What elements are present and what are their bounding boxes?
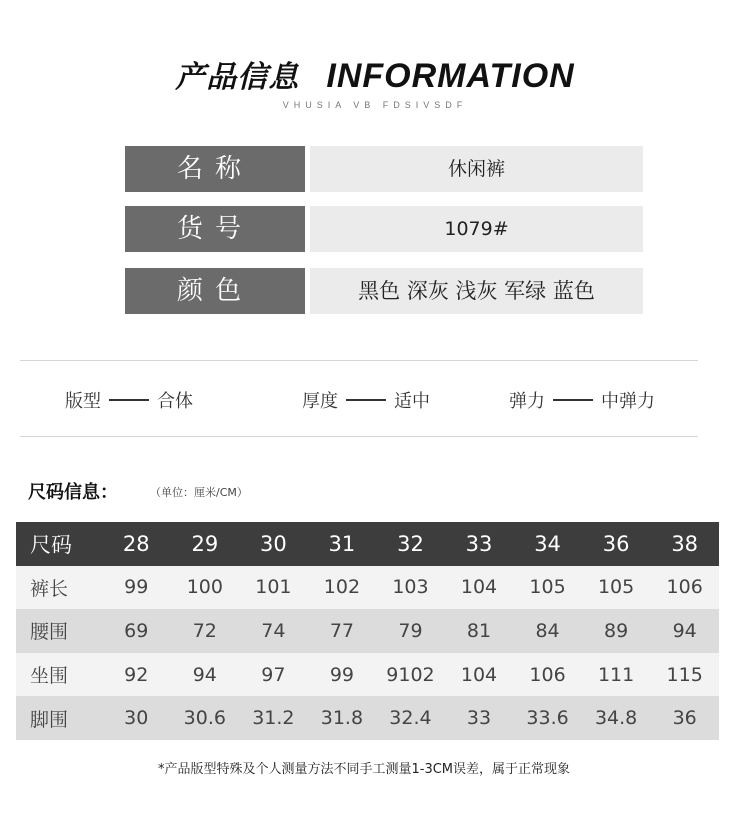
size-cell: 30	[239, 522, 308, 566]
size-cell: 89	[582, 609, 651, 653]
subtitle: VHUSIA VB FDSIVSDF	[282, 100, 468, 110]
size-cell: 105	[582, 566, 651, 610]
size-cell: 31	[308, 522, 377, 566]
attr-name: 版型	[65, 391, 101, 412]
size-cell: 74	[239, 609, 308, 653]
attr-fit	[65, 387, 193, 413]
measurement-note: *产品版型特殊及个人测量方法不同手工测量1-3CM误差，属于正常现象	[157, 762, 571, 777]
size-cell: 33	[445, 522, 514, 566]
size-cell: 69	[102, 609, 171, 653]
size-cell: 84	[513, 609, 582, 653]
size-cell: 94	[171, 653, 240, 697]
size-cell: 103	[376, 566, 445, 610]
attr-elasticity	[509, 387, 655, 413]
size-unit: （单位：厘米/CM）	[150, 486, 248, 499]
info-row-sku	[125, 206, 645, 252]
size-cell: 31.8	[308, 696, 377, 740]
info-label: 货号	[125, 206, 305, 252]
dash	[109, 399, 149, 401]
size-cell: 31.2	[239, 696, 308, 740]
size-cell: 36	[582, 522, 651, 566]
size-cell: 36	[650, 696, 719, 740]
size-section-title: 尺码信息：	[28, 482, 118, 503]
size-row-label: 尺码	[16, 522, 102, 566]
divider	[20, 436, 698, 437]
size-row	[16, 609, 719, 653]
size-cell: 92	[102, 653, 171, 697]
size-cell: 32	[376, 522, 445, 566]
attr-name: 弹力	[509, 391, 545, 412]
size-cell: 102	[308, 566, 377, 610]
header	[0, 52, 750, 110]
attr-thickness	[302, 387, 430, 413]
info-label: 颜色	[125, 268, 305, 314]
size-cell: 38	[650, 522, 719, 566]
attr-name: 厚度	[302, 391, 338, 412]
size-cell: 106	[650, 566, 719, 610]
size-cell: 81	[445, 609, 514, 653]
size-cell: 77	[308, 609, 377, 653]
size-cell: 32.4	[376, 696, 445, 740]
size-cell: 33	[445, 696, 514, 740]
size-cell: 105	[513, 566, 582, 610]
size-cell: 28	[102, 522, 171, 566]
attr-value: 中弹力	[601, 391, 655, 412]
size-cell: 100	[171, 566, 240, 610]
size-cell: 99	[308, 653, 377, 697]
divider	[20, 360, 698, 361]
dash	[553, 399, 593, 401]
size-row-label: 脚围	[16, 696, 102, 740]
attr-value: 合体	[157, 391, 193, 412]
size-cell: 79	[376, 609, 445, 653]
size-header-row	[16, 522, 719, 566]
size-row-label: 坐围	[16, 653, 102, 697]
size-cell: 30	[102, 696, 171, 740]
size-row	[16, 566, 719, 610]
size-cell: 33.6	[513, 696, 582, 740]
size-row	[16, 653, 719, 697]
size-cell: 97	[239, 653, 308, 697]
size-cell: 29	[171, 522, 240, 566]
size-cell: 101	[239, 566, 308, 610]
info-value: 休闲裤	[310, 146, 643, 192]
info-value: 黑色 深灰 浅灰 军绿 蓝色	[310, 268, 643, 314]
info-label: 名称	[125, 146, 305, 192]
title-en: INFORMATION	[326, 57, 575, 95]
size-row	[16, 696, 719, 740]
info-row-name	[125, 146, 645, 192]
size-cell: 106	[513, 653, 582, 697]
dash	[346, 399, 386, 401]
size-row-label: 腰围	[16, 609, 102, 653]
size-cell: 72	[171, 609, 240, 653]
size-cell: 9102	[376, 653, 445, 697]
size-cell: 30.6	[171, 696, 240, 740]
size-cell: 34.8	[582, 696, 651, 740]
size-row-label: 裤长	[16, 566, 102, 610]
size-cell: 115	[650, 653, 719, 697]
info-row-color	[125, 268, 645, 314]
size-cell: 34	[513, 522, 582, 566]
attr-value: 适中	[394, 391, 430, 412]
size-cell: 104	[445, 653, 514, 697]
size-cell: 99	[102, 566, 171, 610]
size-table	[16, 522, 719, 740]
size-cell: 104	[445, 566, 514, 610]
info-value: 1079#	[310, 206, 643, 252]
size-cell: 111	[582, 653, 651, 697]
size-cell: 94	[650, 609, 719, 653]
title-cn: 产品信息	[175, 60, 300, 95]
